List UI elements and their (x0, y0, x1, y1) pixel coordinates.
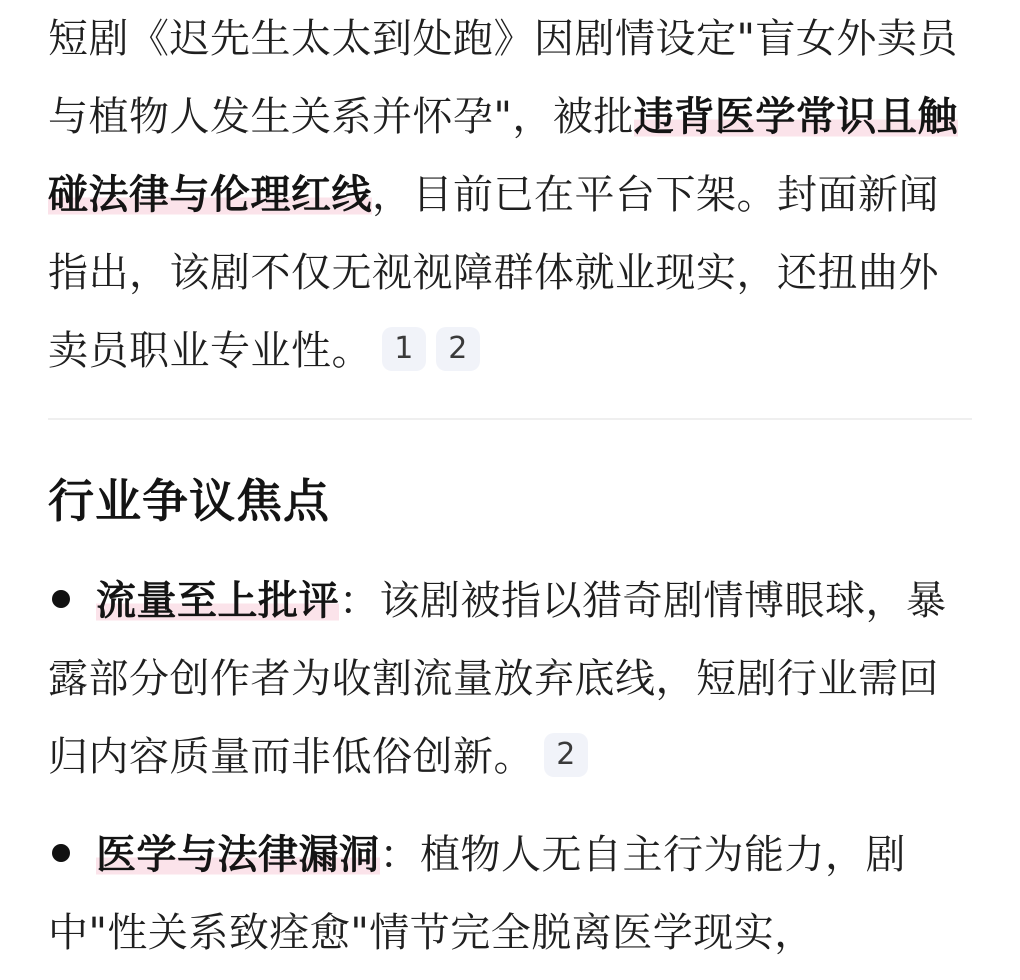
bullet-term: 流量至上批评 (96, 578, 339, 624)
citation-badge-2[interactable]: 2 (544, 733, 588, 777)
summary-text-start: 短剧《迟先生太太到处跑》因剧情设定"盲女外卖员与植物人发生关系并怀孕"，被批 (48, 16, 958, 140)
bullet-text: 植物人无自主行为能力，剧中"性关系致痊愈"情节完全脱离医学现实， (48, 832, 906, 956)
section-divider (48, 418, 972, 420)
bullet-text: 该剧被指以猎奇剧情博眼球，暴露部分创作者为收割流量放弃底线，短剧行业需回归内容质量而非低俗创新。 (48, 578, 947, 780)
section-heading: 行业争议焦点 (48, 474, 330, 528)
bullet-term: 医学与法律漏洞 (96, 832, 380, 878)
citation-badge-1[interactable]: 1 (382, 327, 426, 371)
summary-text-end: ，目前已在平台下架。封面新闻指出，该剧不仅无视视障群体就业现实，还扭曲外卖员职业专业性。 (48, 172, 939, 374)
citation-badge-2[interactable]: 2 (436, 327, 480, 371)
bullet-dot-icon (52, 590, 70, 608)
bullet-dot-icon (52, 844, 70, 862)
bullet-item-medical-legal (48, 816, 972, 972)
summary-paragraph (48, 0, 972, 390)
bullet-colon: ： (379, 832, 420, 878)
highlighted-phrase: 违背医学常识且触碰法律与伦理红线 (48, 94, 958, 218)
bullet-colon: ： (339, 578, 380, 624)
bullet-item-traffic (48, 562, 972, 796)
